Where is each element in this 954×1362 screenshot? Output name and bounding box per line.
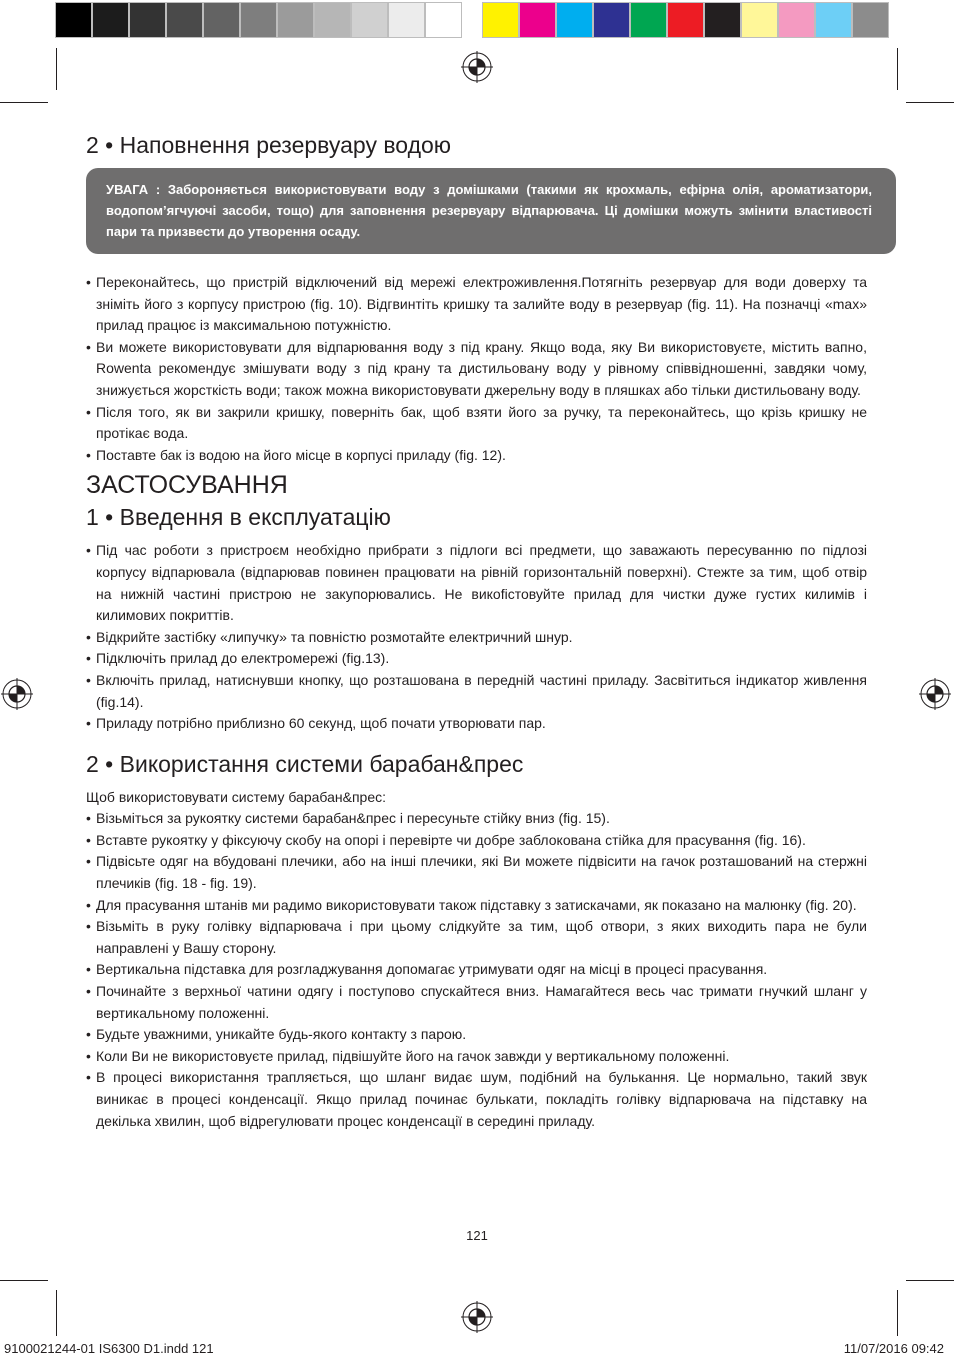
page-content xyxy=(86,130,872,1132)
color-swatch xyxy=(741,2,778,38)
list-item: • Ви можете використовувати для відпарювання воду з під крану. Якщо вода, яку Ви використовуєте, містить вапно, Rowenta рекомендує змішувати воду з під крану та дистильовану воду у рівному співвідношенні, завдяки чому, знижується жорсткість води; також можна використовувати джерельну воду в пляшках або тільки дистильовану воду. xyxy=(86,337,867,402)
section-heading-drum-press: 2 • Використання системи барабан&прес xyxy=(86,750,524,777)
color-swatch xyxy=(203,2,240,38)
list-item: • Підключіть прилад до електромережі (fig.13). xyxy=(86,648,867,670)
color-swatch xyxy=(240,2,277,38)
list-item: • Візьміть в руку голівку відпарювача і при цьому слідкуйте за тим, щоб отвори, з яких виходить пара не були направлені у Вашу сторону. xyxy=(86,916,867,959)
crop-mark xyxy=(897,1290,898,1336)
list-item: • Відкрийте застібку «липучку» та повністю розмотайте електричний шнур. xyxy=(86,627,867,649)
color-swatch xyxy=(556,2,593,38)
list-item: • Включіть прилад, натиснувши кнопку, що розташована в передній частині приладу. Засвітиться індикатор живлення (fig.14). xyxy=(86,670,867,713)
color-swatch xyxy=(277,2,314,38)
color-swatch xyxy=(519,2,556,38)
color-swatch xyxy=(778,2,815,38)
cmyk-color-bar xyxy=(482,2,889,38)
list-item: • В процесі використання трапляється, що шланг видає шум, подібний на булькання. Це нормально, такий звук виникає в процесі конденсації. Якщо прилад починає булькати, покладіть голівку відпарювача на підставку на декілька хвилин, щоб відрегулювати процес конденсації в середині приладу. xyxy=(86,1067,867,1132)
list-item: • Переконайтесь, що пристрій відключений від мережі електроживлення.Потягніть резервуар для води доверху та зніміть його з корпусу пристрою (fig. 10). Відгвинтіть кришку та залийте воду в резервуар (fig. 11). На позначці «max» прилад працює із максимальною потужністю. xyxy=(86,272,867,337)
registration-mark-icon xyxy=(0,677,34,711)
first-use-instructions-list xyxy=(86,540,867,734)
list-item: • Поставте бак із водою на його місце в корпусі приладу (fig. 12). xyxy=(86,445,867,467)
color-swatch xyxy=(667,2,704,38)
list-item: • Для прасування штанів ми радимо використовувати також підставку з затискачами, як показано на малюнку (fig. 20). xyxy=(86,895,867,917)
list-item: • Візьміться за рукоятку системи барабан&прес і пересуньте стійку вниз (fig. 15). xyxy=(86,808,867,830)
crop-mark xyxy=(906,1280,954,1281)
color-swatch xyxy=(351,2,388,38)
color-swatch xyxy=(314,2,351,38)
list-item: • Підвісьте одяг на вбудовані плечики, або на інші плечики, які Ви можете підвісити на гачок розташований на стержні плечиків (fig. 18 - fig. 19). xyxy=(86,851,867,894)
registration-mark-icon xyxy=(460,1300,494,1334)
color-swatch xyxy=(55,2,92,38)
list-item: • Починайте з верхньої чатини одягу і поступово спускайтеся вниз. Намагайтеся весь час тримати гнучкий шланг у вертикальному положенні. xyxy=(86,981,867,1024)
color-swatch xyxy=(482,2,519,38)
list-item: • Вертикальна підставка для розгладжування допомагає утримувати одяг на місці в процесі прасування. xyxy=(86,959,867,981)
color-swatch xyxy=(166,2,203,38)
color-swatch xyxy=(593,2,630,38)
warning-box: УВАГА : Забороняється використовувати воду з домішками (такими як крохмаль, ефірна олія, ароматизатори, водопом’ягчуючі засоби, тощо) для заповнення резервуару відпарювача. Ці домішки можуть змінити властивості пари та призвести до утворення осаду. xyxy=(86,168,896,254)
crop-mark xyxy=(906,102,954,103)
crop-mark xyxy=(56,48,57,90)
color-swatch xyxy=(704,2,741,38)
section-heading-filling: 2 • Наповнення резервуару водою xyxy=(86,132,452,158)
color-swatch xyxy=(630,2,667,38)
color-swatch xyxy=(92,2,129,38)
color-swatch xyxy=(129,2,166,38)
color-swatch xyxy=(425,2,462,38)
registration-mark-icon xyxy=(918,677,952,711)
registration-mark-icon xyxy=(460,50,494,84)
main-title: ЗАСТОСУВАННЯ xyxy=(86,471,288,500)
drum-press-intro: Щоб використовувати систему барабан&прес: xyxy=(86,788,386,805)
list-item: • Коли Ви не використовуєте прилад, підвішуйте його на гачок завжди у вертикальному положенні. xyxy=(86,1046,867,1068)
date-slug: 11/07/2016 09:42 xyxy=(843,1341,944,1356)
drum-press-instructions-list xyxy=(86,808,867,1132)
crop-mark xyxy=(0,1280,48,1281)
color-swatch xyxy=(388,2,425,38)
crop-mark xyxy=(0,102,48,103)
grayscale-color-bar xyxy=(55,2,462,38)
file-slug: 9100021244-01 IS6300 D1.indd 121 xyxy=(4,1341,214,1356)
list-item: • Приладу потрібно приблизно 60 секунд, щоб почати утворювати пар. xyxy=(86,713,867,735)
crop-mark xyxy=(897,48,898,90)
crop-mark xyxy=(56,1290,57,1336)
filling-instructions-list xyxy=(86,272,867,466)
list-item: • Під час роботи з пристроєм необхідно прибрати з підлоги всі предмети, що заважають пересуванню по підлозі корпусу відпарювала (відпарював повинен працювати на рівній горизонтальній поверхні). Стежте за тим, щоб отвір на нижній частині пристрою не закупорювались. Не викоfiстовуйте прилад для чистки дуже густих килимів і килимових покриттів. xyxy=(86,540,867,626)
color-swatch xyxy=(852,2,889,38)
page-number: 121 xyxy=(466,1228,488,1243)
list-item: • Після того, як ви закрили кришку, поверніть бак, щоб взяти його за ручку, та переконайтесь, що крізь кришку не протікає вода. xyxy=(86,402,867,445)
list-item: • Вставте рукоятку у фіксуючу скобу на опорі і перевірте чи добре заблокована стійка для прасування (fig. 16). xyxy=(86,830,867,852)
section-heading-first-use: 1 • Введення в експлуатацію xyxy=(86,504,391,531)
color-swatch xyxy=(815,2,852,38)
list-item: • Будьте уважними, уникайте будь-якого контакту з парою. xyxy=(86,1024,867,1046)
